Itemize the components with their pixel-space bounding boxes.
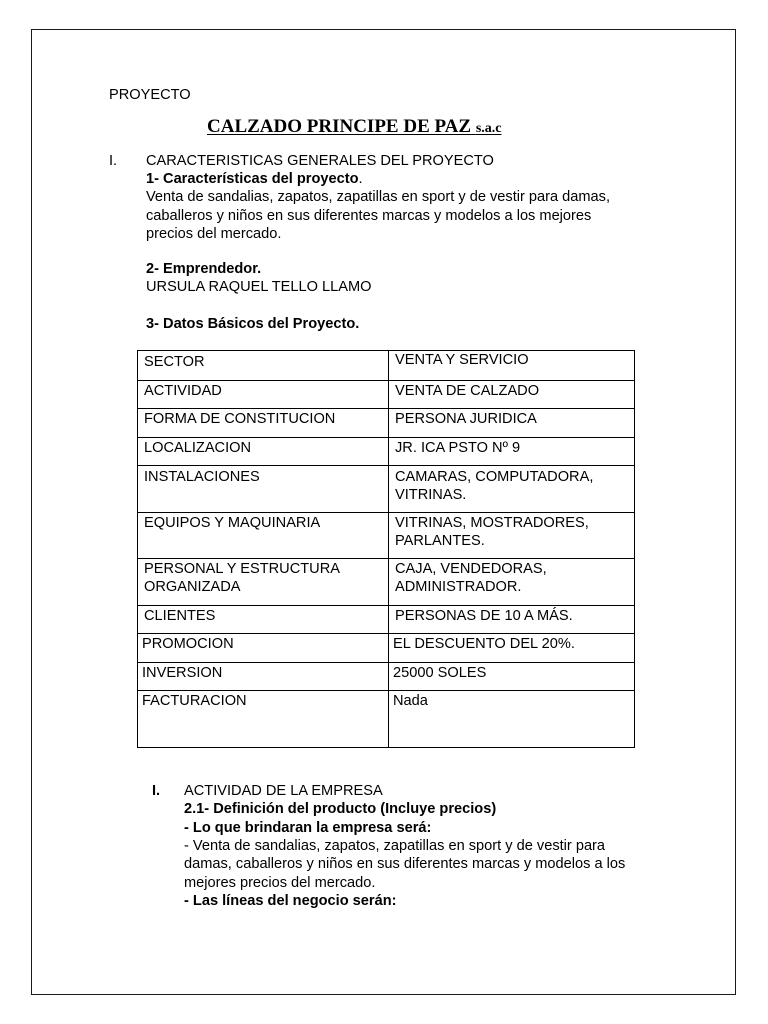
table-value-cell: JR. ICA PSTO Nº 9: [389, 438, 635, 466]
table-key-cell: INSTALACIONES: [138, 466, 389, 513]
table-row: [138, 381, 635, 409]
table-key-cell: SECTOR: [138, 351, 389, 381]
table-key-cell: FORMA DE CONSTITUCION: [138, 409, 389, 438]
table-row: [138, 466, 635, 513]
section2-sub2-lead: - Las líneas del negocio serán:: [184, 893, 397, 909]
section2-sub1-line-1: - Venta de sandalias, zapatos, zapatillas en sport y de vestir para: [184, 838, 606, 854]
table-row: [138, 663, 635, 691]
title-main: CALZADO PRINCIPE DE PAZ: [207, 116, 472, 137]
table-value-cell: PERSONAS DE 10 A MÁS.: [389, 606, 635, 634]
table-value-cell: VENTA DE CALZADO: [389, 381, 635, 409]
section1-sub1-line-2: caballeros y niños en sus diferentes marcas y modelos a los mejores: [146, 208, 592, 224]
section2-heading: ACTIVIDAD DE LA EMPRESA: [184, 783, 383, 799]
table-row: [138, 634, 635, 663]
table-value-cell: EL DESCUENTO DEL 20%.: [389, 634, 635, 663]
section2-sub1-title: 2.1- Definición del producto (Incluye precios): [184, 801, 497, 817]
section2-sub1-line-2: damas, caballeros y niños en sus diferentes marcas y modelos a los: [184, 856, 626, 872]
project-data-table: [137, 350, 635, 748]
section2-sub1-lead: - Lo que brindaran la empresa será:: [184, 820, 432, 836]
section1-sub3-title: 3- Datos Básicos del Proyecto.: [146, 316, 360, 332]
sub1-title-text: 1- Características del proyecto: [146, 171, 359, 187]
table-key-cell: EQUIPOS Y MAQUINARIA: [138, 513, 389, 559]
table-value-cell: 25000 SOLES: [389, 663, 635, 691]
section1-heading: CARACTERISTICAS GENERALES DEL PROYECTO: [146, 153, 494, 169]
table-value-cell: PERSONA JURIDICA: [389, 409, 635, 438]
section1-sub1-title: [146, 170, 363, 188]
table-row: [138, 351, 635, 381]
table-value-cell: CAJA, VENDEDORAS, ADMINISTRADOR.: [389, 559, 635, 606]
document-title: [207, 115, 502, 141]
table-row: [138, 559, 635, 606]
table-row: [138, 691, 635, 748]
table-value-cell: Nada: [389, 691, 635, 748]
section1-numeral: I.: [109, 153, 118, 169]
table-key-cell: INVERSION: [138, 663, 389, 691]
table-row: [138, 438, 635, 466]
table-value-cell: CAMARAS, COMPUTADORA, VITRINAS.: [389, 466, 635, 513]
table-key-cell: ACTIVIDAD: [138, 381, 389, 409]
section2-numeral: I.: [152, 783, 161, 799]
table-key-cell: PROMOCION: [138, 634, 389, 663]
section1-sub2-title: 2- Emprendedor.: [146, 261, 262, 277]
title-suffix: s.a.c: [475, 121, 502, 136]
table-key-cell: LOCALIZACION: [138, 438, 389, 466]
proyecto-label: PROYECTO: [109, 87, 191, 103]
table-row: [138, 513, 635, 559]
sub1-title-period: .: [358, 171, 363, 187]
table-value-cell: VENTA Y SERVICIO: [389, 351, 635, 381]
table-key-cell: PERSONAL Y ESTRUCTURA ORGANIZADA: [138, 559, 389, 606]
table-key-cell: FACTURACION: [138, 691, 389, 748]
table-key-cell: CLIENTES: [138, 606, 389, 634]
table-row: [138, 606, 635, 634]
section1-sub1-line-3: precios del mercado.: [146, 226, 282, 242]
table-row: [138, 409, 635, 438]
section1-sub1-line-1: Venta de sandalias, zapatos, zapatillas en sport y de vestir para damas,: [146, 189, 611, 205]
table-value-cell: VITRINAS, MOSTRADORES, PARLANTES.: [389, 513, 635, 559]
section2-sub1-line-3: mejores precios del mercado.: [184, 875, 376, 891]
entrepreneur-name: URSULA RAQUEL TELLO LLAMO: [146, 279, 372, 295]
